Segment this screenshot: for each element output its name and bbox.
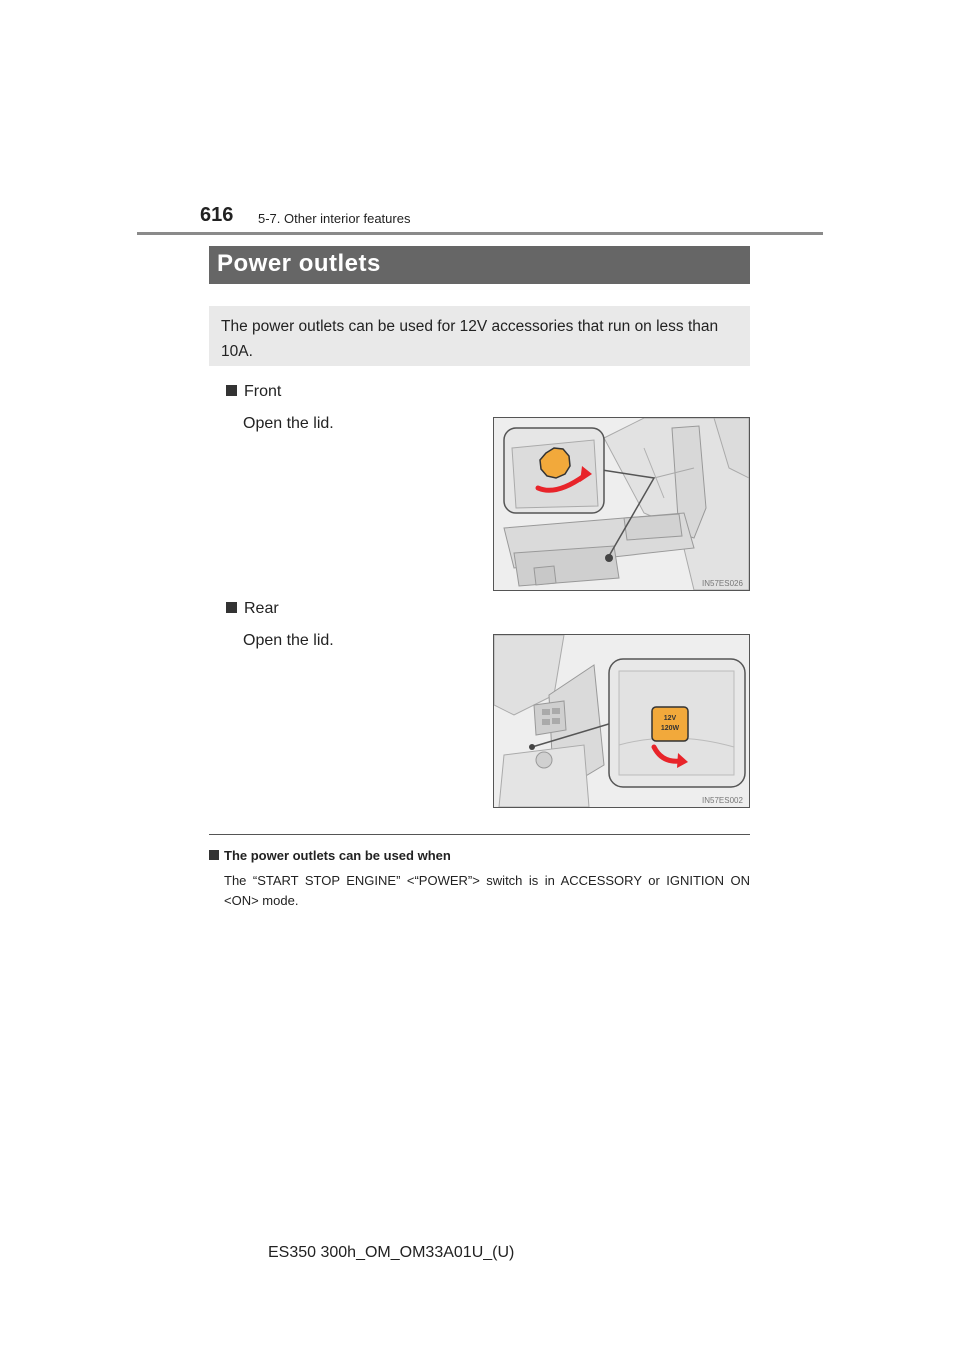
intro-text: The power outlets can be used for 12V accessories that run on less than 10A. (221, 318, 719, 360)
rear-heading-label: Rear (244, 600, 279, 617)
note-heading (209, 848, 451, 863)
square-bullet-icon (226, 385, 237, 396)
front-figure-code: IN57ES026 (702, 579, 743, 588)
intro-box (209, 306, 750, 366)
front-heading (226, 383, 281, 401)
header-rule (137, 232, 823, 235)
outlet-label-wattage: 120W (660, 725, 680, 732)
section-label: 5-7. Other interior features (258, 211, 411, 226)
page-number: 616 (200, 204, 234, 226)
note-divider (209, 834, 750, 835)
front-outlet-illustration (493, 417, 750, 591)
outlet-label-voltage: 12V (663, 715, 677, 722)
front-instruction: Open the lid. (243, 415, 334, 432)
rear-figure-code: IN57ES002 (702, 796, 743, 805)
rear-instruction: Open the lid. (243, 632, 334, 649)
footer-model-code: ES350 300h_OM_OM33A01U_(U) (268, 1244, 515, 1261)
note-heading-label: The power outlets can be used when (224, 848, 451, 863)
rear-heading (226, 600, 279, 618)
square-bullet-icon (209, 850, 219, 860)
note-text: The “START STOP ENGINE” <“POWER”> switch is in ACCESSORY or IGNITION ON <ON> mode. (224, 873, 750, 908)
front-heading-label: Front (244, 383, 282, 400)
rear-outlet-illustration (493, 634, 750, 808)
square-bullet-icon (226, 602, 237, 613)
page-title: Power outlets (209, 246, 750, 284)
